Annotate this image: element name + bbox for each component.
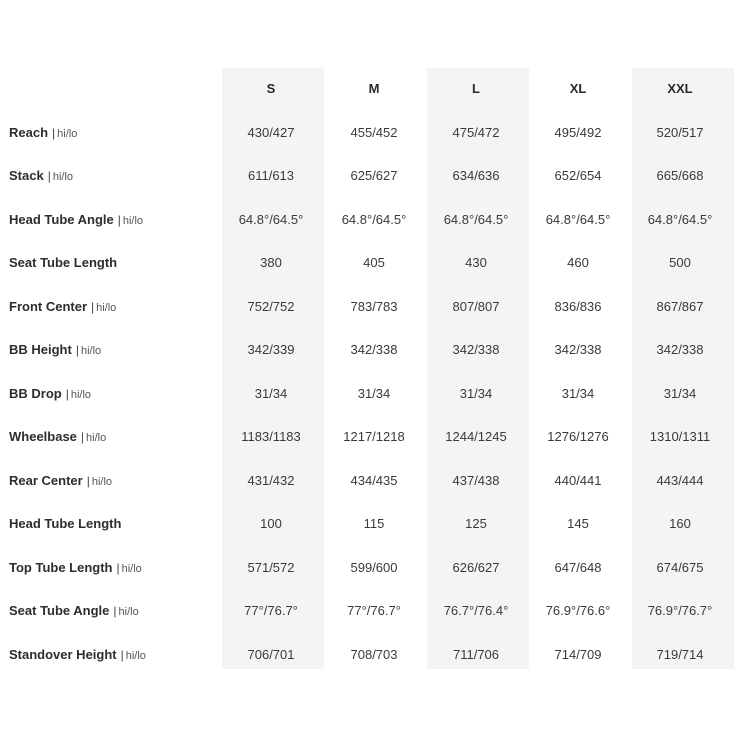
label-separator: | <box>47 169 51 183</box>
table-row <box>0 465 734 495</box>
table-cell: 434/435 <box>350 472 398 488</box>
table-cell: 342/338 <box>656 342 704 357</box>
table-cell: 342/338 <box>452 342 500 357</box>
row-label <box>9 560 142 575</box>
row-label-name: Front Center <box>9 298 87 314</box>
table-row <box>0 596 734 626</box>
table-cell: 708/703 <box>350 646 398 662</box>
table-cell: 807/807 <box>452 298 500 314</box>
row-label <box>9 125 77 140</box>
table-cell: 31/34 <box>254 385 288 401</box>
table-row <box>0 639 734 669</box>
table-cell: 475/472 <box>452 124 500 140</box>
table-cell: 31/34 <box>459 385 493 401</box>
table-cell: 64.8°/64.5° <box>647 211 713 227</box>
row-label-name: Wheelbase <box>9 429 77 444</box>
table-cell: 836/836 <box>554 298 602 314</box>
table-cell: 626/627 <box>452 559 500 575</box>
table-cell: 64.8°/64.5° <box>341 211 407 227</box>
table-row <box>0 161 734 191</box>
table-cell: 1276/1276 <box>547 429 609 444</box>
row-label <box>9 299 116 314</box>
table-cell: 77°/76.7° <box>244 603 298 618</box>
table-cell: 431/432 <box>247 472 295 488</box>
table-cell: 342/338 <box>554 342 602 357</box>
table-cell: 674/675 <box>656 559 704 575</box>
size-header-l: L <box>472 80 480 96</box>
table-cell: 76.9°/76.6° <box>545 603 611 618</box>
table-row <box>0 335 734 365</box>
table-cell: 430 <box>465 255 487 270</box>
row-label-name: Head Tube Length <box>9 516 122 531</box>
label-separator: | <box>52 125 56 140</box>
row-label <box>9 647 146 662</box>
row-label-name: Head Tube Angle <box>9 211 114 227</box>
table-cell: 145 <box>567 516 589 531</box>
table-cell: 77°/76.7° <box>347 603 401 618</box>
row-label <box>9 386 91 401</box>
table-row <box>0 422 734 452</box>
table-cell: 125 <box>465 516 487 531</box>
size-header-xxl: XXL <box>667 80 693 96</box>
table-cell: 867/867 <box>656 298 704 314</box>
row-label <box>9 429 106 444</box>
table-cell: 31/34 <box>357 385 391 401</box>
hilo-note: hi/lo <box>96 301 117 314</box>
table-cell: 1310/1311 <box>649 429 711 444</box>
table-cell: 443/444 <box>656 472 704 488</box>
table-cell: 647/648 <box>554 559 602 575</box>
table-cell: 100 <box>260 516 282 531</box>
label-separator: | <box>113 604 117 618</box>
row-label-name: Standover Height <box>9 646 117 662</box>
size-header-s: S <box>266 80 276 96</box>
size-header-m: M <box>368 80 380 96</box>
table-row <box>0 509 734 539</box>
row-label <box>9 516 121 531</box>
label-separator: | <box>91 299 95 314</box>
table-cell: 1217/1218 <box>343 429 405 444</box>
table-cell: 64.8°/64.5° <box>443 211 509 227</box>
table-cell: 31/34 <box>663 385 697 401</box>
row-label-name: BB Height <box>9 342 72 357</box>
table-cell: 714/709 <box>554 646 602 662</box>
table-cell: 405 <box>363 255 385 270</box>
table-cell: 652/654 <box>554 168 602 183</box>
row-label <box>9 168 73 183</box>
table-cell: 64.8°/64.5° <box>238 211 304 227</box>
table-cell: 752/752 <box>247 298 295 314</box>
hilo-note: hi/lo <box>80 345 102 357</box>
hilo-note: hi/lo <box>57 127 78 140</box>
label-separator: | <box>120 647 124 662</box>
table-cell: 76.7°/76.4° <box>443 603 509 618</box>
table-cell: 520/517 <box>656 124 704 140</box>
row-label <box>9 255 117 270</box>
table-cell: 380 <box>260 255 282 270</box>
table-cell: 342/338 <box>350 342 398 357</box>
table-cell: 1183/1183 <box>241 429 301 444</box>
hilo-note: hi/lo <box>70 388 92 401</box>
table-row <box>0 117 734 147</box>
table-row <box>0 378 734 408</box>
table-cell: 711/706 <box>452 646 500 662</box>
hilo-note: hi/lo <box>86 432 107 444</box>
row-label-name: Stack <box>9 168 44 183</box>
label-separator: | <box>86 473 90 488</box>
row-label <box>9 473 112 488</box>
row-label <box>9 603 139 618</box>
table-cell: 440/441 <box>554 472 602 488</box>
hilo-note: hi/lo <box>52 171 74 183</box>
size-header-row <box>0 73 734 103</box>
label-separator: | <box>65 386 69 401</box>
row-label-name: BB Drop <box>9 385 62 401</box>
hilo-note: hi/lo <box>121 562 142 575</box>
label-separator: | <box>116 560 120 575</box>
row-label-name: Top Tube Length <box>9 559 113 575</box>
row-label-name: Reach <box>9 124 49 140</box>
table-cell: 495/492 <box>554 124 602 140</box>
hilo-note: hi/lo <box>125 649 146 662</box>
label-separator: | <box>117 212 121 227</box>
table-cell: 599/600 <box>350 559 398 575</box>
hilo-note: hi/lo <box>122 214 144 227</box>
row-label-name: Seat Tube Angle <box>9 603 110 618</box>
table-cell: 1244/1245 <box>445 429 507 444</box>
row-label <box>9 342 101 357</box>
table-cell: 430/427 <box>247 124 295 140</box>
table-cell: 115 <box>363 516 385 531</box>
table-cell: 571/572 <box>247 559 295 575</box>
table-cell: 625/627 <box>350 168 398 183</box>
table-cell: 611/613 <box>247 168 295 183</box>
table-cell: 706/701 <box>247 646 295 662</box>
row-label <box>9 212 143 227</box>
table-cell: 634/636 <box>452 168 500 183</box>
table-cell: 665/668 <box>656 168 704 183</box>
table-cell: 64.8°/64.5° <box>545 211 611 227</box>
table-cell: 160 <box>669 516 691 531</box>
row-label-name: Rear Center <box>9 472 83 488</box>
table-cell: 31/34 <box>561 385 595 401</box>
label-separator: | <box>75 343 79 357</box>
label-separator: | <box>80 430 85 444</box>
hilo-note: hi/lo <box>91 475 113 488</box>
table-row <box>0 204 734 234</box>
hilo-note: hi/lo <box>118 606 139 618</box>
table-cell: 76.9°/76.7° <box>647 603 713 618</box>
table-row <box>0 291 734 321</box>
table-row <box>0 552 734 582</box>
table-cell: 500 <box>669 255 691 270</box>
row-label-name: Seat Tube Length <box>9 255 118 270</box>
table-row <box>0 248 734 278</box>
table-cell: 455/452 <box>350 124 398 140</box>
size-header-xl: XL <box>569 80 587 96</box>
table-cell: 437/438 <box>452 472 500 488</box>
table-cell: 460 <box>567 255 589 270</box>
table-cell: 719/714 <box>656 646 704 662</box>
table-cell: 342/339 <box>247 342 295 357</box>
table-cell: 783/783 <box>350 298 398 314</box>
